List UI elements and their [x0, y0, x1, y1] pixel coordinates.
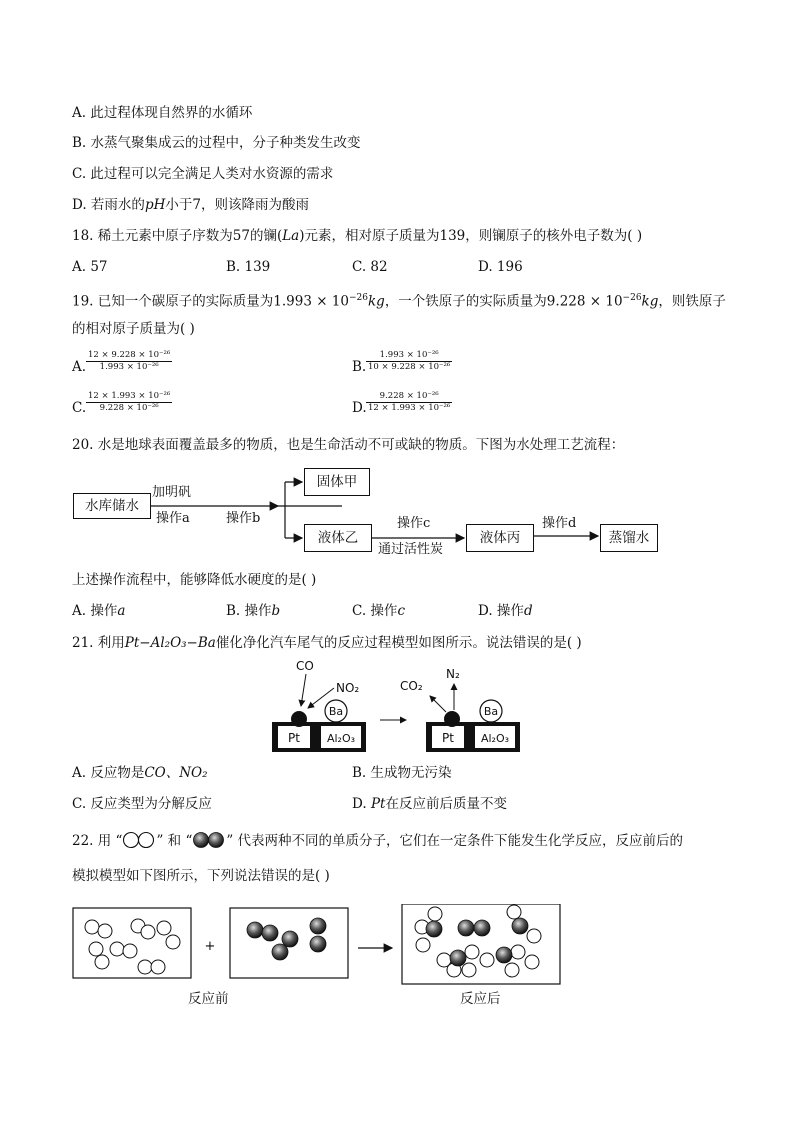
- q18-option-b: B. 139: [226, 259, 271, 275]
- q20-stem: 20. 水是地球表面覆盖最多的物质，也是生命活动不可或缺的物质。下图为水处理工艺流程：: [72, 437, 625, 453]
- q19-option-a-fraction: [86, 350, 172, 373]
- right-n2-label: N₂: [446, 667, 460, 681]
- q19-stem-line1: [72, 289, 726, 311]
- q22-stem-part-b: ” 和 “: [156, 833, 193, 849]
- q18-stem-var: La: [282, 228, 300, 244]
- add-alum-label: 加明矾: [152, 485, 192, 500]
- q18-stem-pre: 18. 稀土元素中原子序数为57的镧(: [72, 228, 283, 244]
- q21-option-d: D. Pt在反应前后质量不变: [352, 796, 507, 812]
- liquid-b-box: 液体乙: [304, 524, 372, 552]
- q19-option-d-label: D.: [352, 400, 367, 416]
- operation-c-label: 操作c: [397, 516, 431, 531]
- q17-option-b: B. 水蒸气聚集成云的过程中，分子种类发生改变: [72, 135, 361, 151]
- q20-option-c-text: C. 操作: [352, 603, 398, 619]
- q20-option-c-var: c: [397, 603, 405, 619]
- q19-stem-part-a: 19. 已知一个碳原子的实际质量为1.993 × 10: [72, 293, 349, 310]
- solid-a-box: 固体甲: [304, 468, 370, 496]
- distilled-water-box: 蒸馏水: [600, 524, 658, 552]
- q19-option-b-numerator: 1.993 × 10⁻²⁶: [366, 350, 452, 362]
- q20-option-a-var: a: [117, 603, 126, 619]
- q19-option-b-fraction: [366, 350, 452, 373]
- left-ba-label: Ba: [328, 705, 344, 718]
- q19-exponent-2: −26: [622, 293, 642, 303]
- dark-molecule-icon: [192, 831, 226, 849]
- q17-option-d-post: 小于7，则该降雨为酸雨: [165, 197, 309, 213]
- q19-unit-1: kg: [367, 293, 385, 310]
- white-molecule-icon: [122, 831, 156, 849]
- q20-option-d: [478, 602, 533, 620]
- q20-option-b-var: b: [271, 603, 281, 619]
- right-pt-label: Pt: [442, 731, 454, 745]
- q20-option-b: [226, 602, 280, 620]
- q17-option-d-var: pH: [144, 197, 166, 213]
- right-al2o3-label: Al₂O₃: [480, 732, 510, 745]
- q19-option-d-fraction: [366, 391, 452, 414]
- q20-option-b-text: B. 操作: [226, 603, 272, 619]
- q17-option-a: A. 此过程体现自然界的水循环: [72, 105, 253, 121]
- q19-option-a-denominator: 1.993 × 10⁻²⁶: [99, 362, 159, 372]
- q20-flow-diagram: [60, 460, 680, 560]
- q20-option-a-text: A. 操作: [72, 603, 118, 619]
- q20-question: 上述操作流程中，能够降低水硬度的是( ): [72, 572, 317, 588]
- q19-option-c-fraction: [86, 391, 172, 414]
- q20-option-a: [72, 602, 125, 620]
- q20-option-d-var: d: [523, 603, 533, 619]
- q21-option-d-var: Pt: [370, 796, 386, 812]
- q22-reaction-diagram: [72, 904, 572, 1004]
- q22-stem-part-a: 22. 用 “: [72, 833, 123, 849]
- before-label: 反应前: [188, 991, 229, 1007]
- q21-option-a-var: CO、NO₂: [144, 765, 208, 781]
- left-co-label: CO: [296, 659, 314, 673]
- liquid-c-box: 液体丙: [466, 524, 534, 552]
- q19-stem-part-c: ，则铁原子: [658, 293, 726, 310]
- q19-option-c-label: C.: [72, 400, 87, 416]
- q21-option-a-text: A. 反应物是: [72, 765, 145, 781]
- after-label: 反应后: [460, 991, 501, 1007]
- q18-stem-post: )元素，相对原子质量为139，则镧原子的核外电子数为( ): [299, 228, 643, 244]
- q19-option-d-denominator: 12 × 1.993 × 10⁻²⁶: [368, 403, 451, 413]
- q22-stem-line1: [72, 831, 683, 850]
- q21-option-b: B. 生成物无污染: [352, 765, 452, 781]
- operation-b-label: 操作b: [226, 511, 261, 526]
- left-no2-label: NO₂: [336, 681, 360, 695]
- left-pt-label: Pt: [288, 731, 300, 745]
- q19-stem-line2: 的相对原子质量为( ): [72, 321, 195, 337]
- q19-unit-2: kg: [641, 293, 659, 310]
- q19-option-c-denominator: 9.228 × 10⁻²⁶: [99, 403, 159, 413]
- q18-option-d: D. 196: [478, 259, 523, 275]
- right-ba-label: Ba: [483, 705, 499, 718]
- q19-option-b-label: B.: [352, 359, 367, 375]
- q18-option-a: A. 57: [72, 259, 108, 275]
- q19-stem-part-b: ，一个铁原子的实际质量为9.228 × 10: [384, 293, 623, 310]
- q18-stem: [72, 227, 642, 245]
- q22-stem-line2: 模拟模型如下图所示，下列说法错误的是( ): [72, 868, 330, 884]
- q17-option-c: C. 此过程可以完全满足人类对水资源的需求: [72, 166, 334, 182]
- q19-option-a-label: A.: [72, 359, 87, 375]
- q19-option-c-numerator: 12 × 1.993 × 10⁻²⁶: [88, 391, 171, 401]
- q21-option-a: [72, 764, 208, 782]
- left-pt-particle: [291, 711, 307, 727]
- q18-option-c: C. 82: [352, 259, 388, 275]
- q22-stem-part-c: ” 代表两种不同的单质分子，它们在一定条件下能发生化学反应，反应前后的: [226, 833, 684, 849]
- q19-option-a-numerator: 12 × 9.228 × 10⁻²⁶: [88, 350, 171, 360]
- q20-option-d-text: D. 操作: [478, 603, 524, 619]
- q19-option-d-numerator: 9.228 × 10⁻²⁶: [366, 391, 452, 403]
- reservoir-box: 水库储水: [73, 493, 151, 519]
- activated-carbon-label: 通过活性炭: [378, 542, 444, 557]
- q21-catalyst-diagram: [270, 656, 530, 756]
- left-al2o3-label: Al₂O₃: [326, 732, 356, 745]
- q21-stem-var: Pt−Al₂O₃−Ba: [124, 635, 216, 651]
- q21-stem: [72, 634, 582, 652]
- q19-option-b-denominator: 10 × 9.228 × 10⁻²⁶: [368, 362, 451, 372]
- q17-option-d-pre: D. 若雨水的: [72, 197, 145, 213]
- q21-option-c: C. 反应类型为分解反应: [72, 796, 212, 812]
- operation-a-label: 操作a: [156, 511, 190, 526]
- q21-stem-pre: 21. 利用: [72, 635, 125, 651]
- operation-d-label: 操作d: [542, 516, 577, 531]
- q20-option-c: [352, 602, 405, 620]
- q21-stem-post: 催化净化汽车尾气的反应过程模型如图所示。说法错误的是( ): [215, 635, 582, 651]
- right-co2-label: CO₂: [400, 679, 423, 693]
- q17-option-d: [72, 196, 309, 214]
- plus-sign: +: [204, 939, 216, 954]
- q21-option-d-text: 在反应前后质量不变: [385, 796, 507, 812]
- right-pt-particle: [444, 711, 460, 727]
- q19-exponent-1: −26: [348, 293, 368, 303]
